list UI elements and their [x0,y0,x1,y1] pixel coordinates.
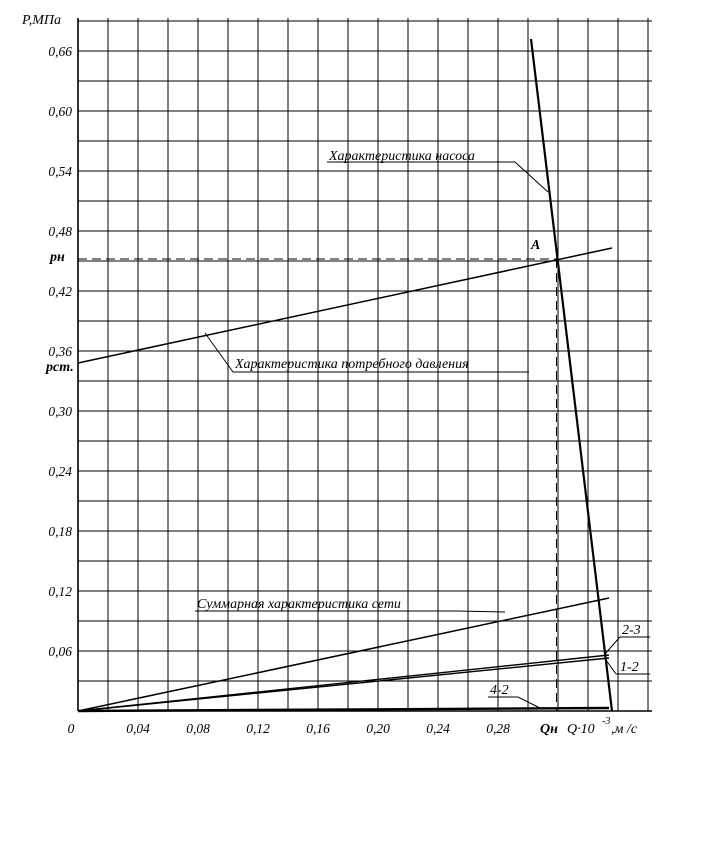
operating-point-guides [78,259,557,711]
y-axis-title: P,МПа [22,13,62,28]
label-total-network: Суммарная характеристика сети [197,597,401,612]
leader-line [488,697,540,708]
y-tick-label: 0,36 [48,344,72,359]
series-line-2 [78,248,612,363]
y-tick-label: 0,42 [48,284,72,299]
x-tick-label: 0,16 [306,721,330,736]
label-2-3: 2-3 [622,623,641,638]
leader-lines [195,162,650,708]
q-n-marker: Qн [540,722,558,737]
y-tick-label: 0,24 [48,464,72,479]
x-tick-label: 0,04 [126,721,150,736]
label-1-2: 1-2 [620,660,639,675]
p-st-marker: pст. [46,360,74,375]
label-pump-characteristic: Характеристика насоса [329,149,475,164]
y-tick-label: 0,54 [48,164,72,179]
x-tick-label: 0,28 [486,721,510,736]
x-axis-title-suffix: ,м /с [611,722,638,737]
x-axis-title-exponent: -3 [602,716,611,727]
x-tick-label: 0,20 [366,721,390,736]
operating-point-label: A [531,238,541,253]
x-axis-title-prefix: Q·10 [567,722,595,737]
y-tick-label: 0,60 [48,104,72,119]
x-tick-label: 0 [67,721,75,736]
y-tick-label: 0,18 [48,524,72,539]
leader-line [205,333,233,372]
x-tick-label: 0,24 [426,721,450,736]
x-tick-label: 0,12 [246,721,270,736]
label-demand-characteristic: Характеристика потребного давления [235,357,469,372]
label-4-2: 4-2 [490,683,509,698]
tick-labels [48,44,510,736]
y-tick-label: 0,12 [48,584,72,599]
series-line-1 [531,39,612,711]
series-line-3 [78,598,609,711]
x-axis-title [567,716,638,737]
y-tick-label: 0,06 [48,644,72,659]
y-tick-label: 0,30 [48,404,72,419]
x-tick-label: 0,08 [186,721,210,736]
y-tick-label: 0,66 [48,44,72,59]
y-tick-label: 0,48 [48,224,72,239]
p-n-marker: pн [50,250,65,265]
